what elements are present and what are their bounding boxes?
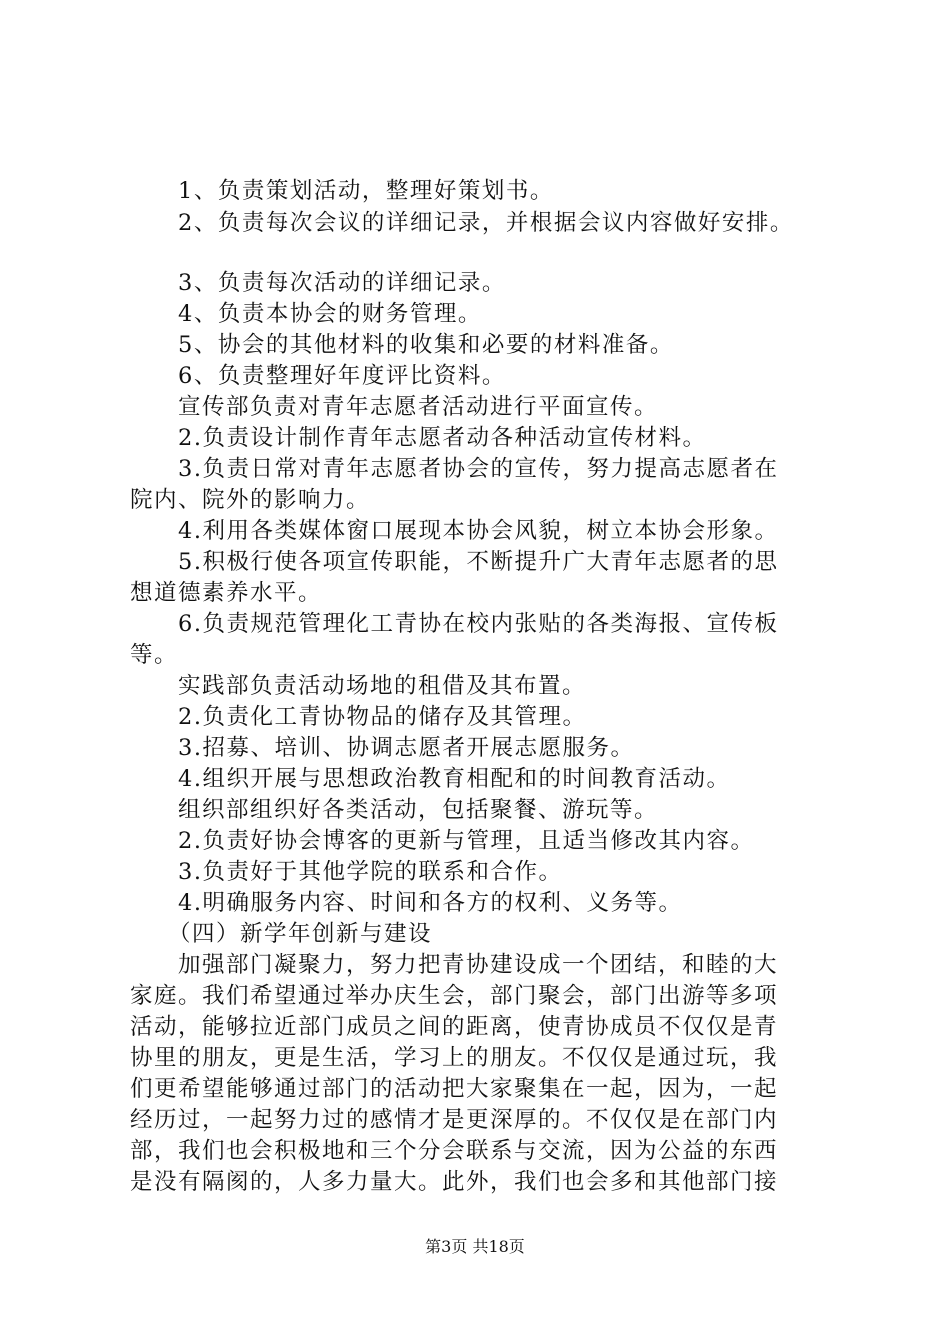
text-line: 5、协会的其他材料的收集和必要的材料准备。 — [178, 332, 674, 358]
text-line: 3、负责每次活动的详细记录。 — [178, 270, 506, 296]
text-line: 宣传部负责对青年志愿者活动进行平面宣传。 — [178, 394, 659, 420]
text-line: 2、负责每次会议的详细记录，并根据会议内容做好安排。 — [178, 210, 794, 236]
text-line: 2.负责好协会博客的更新与管理，且适当修改其内容。 — [178, 828, 755, 854]
text-line: 3.负责好于其他学院的联系和合作。 — [178, 859, 563, 885]
page-footer: 第3页 共18页 — [425, 1237, 525, 1256]
text-line: 3.招募、培训、协调志愿者开展志愿服务。 — [178, 735, 635, 761]
text-line: 6、负责整理好年度评比资料。 — [178, 363, 506, 389]
text-line: 2.负责化工青协物品的储存及其管理。 — [178, 704, 587, 730]
text-line: 家庭。我们希望通过举办庆生会，部门聚会，部门出游等多项 — [130, 983, 779, 1009]
text-line: 6.负责规范管理化工青协在校内张贴的各类海报、宣传板 — [178, 611, 779, 637]
text-line: 5.积极行使各项宣传职能，不断提升广大青年志愿者的思 — [178, 549, 779, 575]
text-line: 想道德素养水平。 — [130, 580, 323, 606]
text-line: 1、负责策划活动，整理好策划书。 — [178, 178, 554, 204]
text-line: 们更希望能够通过部门的活动把大家聚集在一起，因为，一起 — [130, 1076, 779, 1102]
text-line: 4.明确服务内容、时间和各方的权利、义务等。 — [178, 890, 683, 916]
text-line: 组织部组织好各类活动，包括聚餐、游玩等。 — [178, 797, 659, 823]
text-line: 2.负责设计制作青年志愿者动各种活动宣传材料。 — [178, 425, 707, 451]
text-line: 3.负责日常对青年志愿者协会的宣传，努力提高志愿者在 — [178, 456, 779, 482]
text-line: 活动，能够拉近部门成员之间的距离，使青协成员不仅仅是青 — [130, 1014, 779, 1040]
text-line: 加强部门凝聚力，努力把青协建设成一个团结，和睦的大 — [178, 952, 779, 978]
text-line: 4.组织开展与思想政治教育相配和的时间教育活动。 — [178, 766, 731, 792]
text-line: 4、负责本协会的财务管理。 — [178, 301, 482, 327]
text-line: 等。 — [130, 642, 179, 668]
text-line: 实践部负责活动场地的租借及其布置。 — [178, 673, 587, 699]
text-line: 院内、院外的影响力。 — [130, 487, 371, 513]
section-heading: （四）新学年创新与建设 — [168, 921, 433, 947]
text-line: 经历过，一起努力过的感情才是更深厚的。不仅仅是在部门内 — [130, 1107, 779, 1133]
text-line: 协里的朋友，更是生活，学习上的朋友。不仅仅是通过玩，我 — [130, 1045, 779, 1071]
text-line: 是没有隔阂的，人多力量大。此外，我们也会多和其他部门接 — [130, 1169, 779, 1195]
text-line: 部，我们也会积极地和三个分会联系与交流，因为公益的东西 — [130, 1138, 779, 1164]
text-line: 4.利用各类媒体窗口展现本协会风貌，树立本协会形象。 — [178, 518, 779, 544]
